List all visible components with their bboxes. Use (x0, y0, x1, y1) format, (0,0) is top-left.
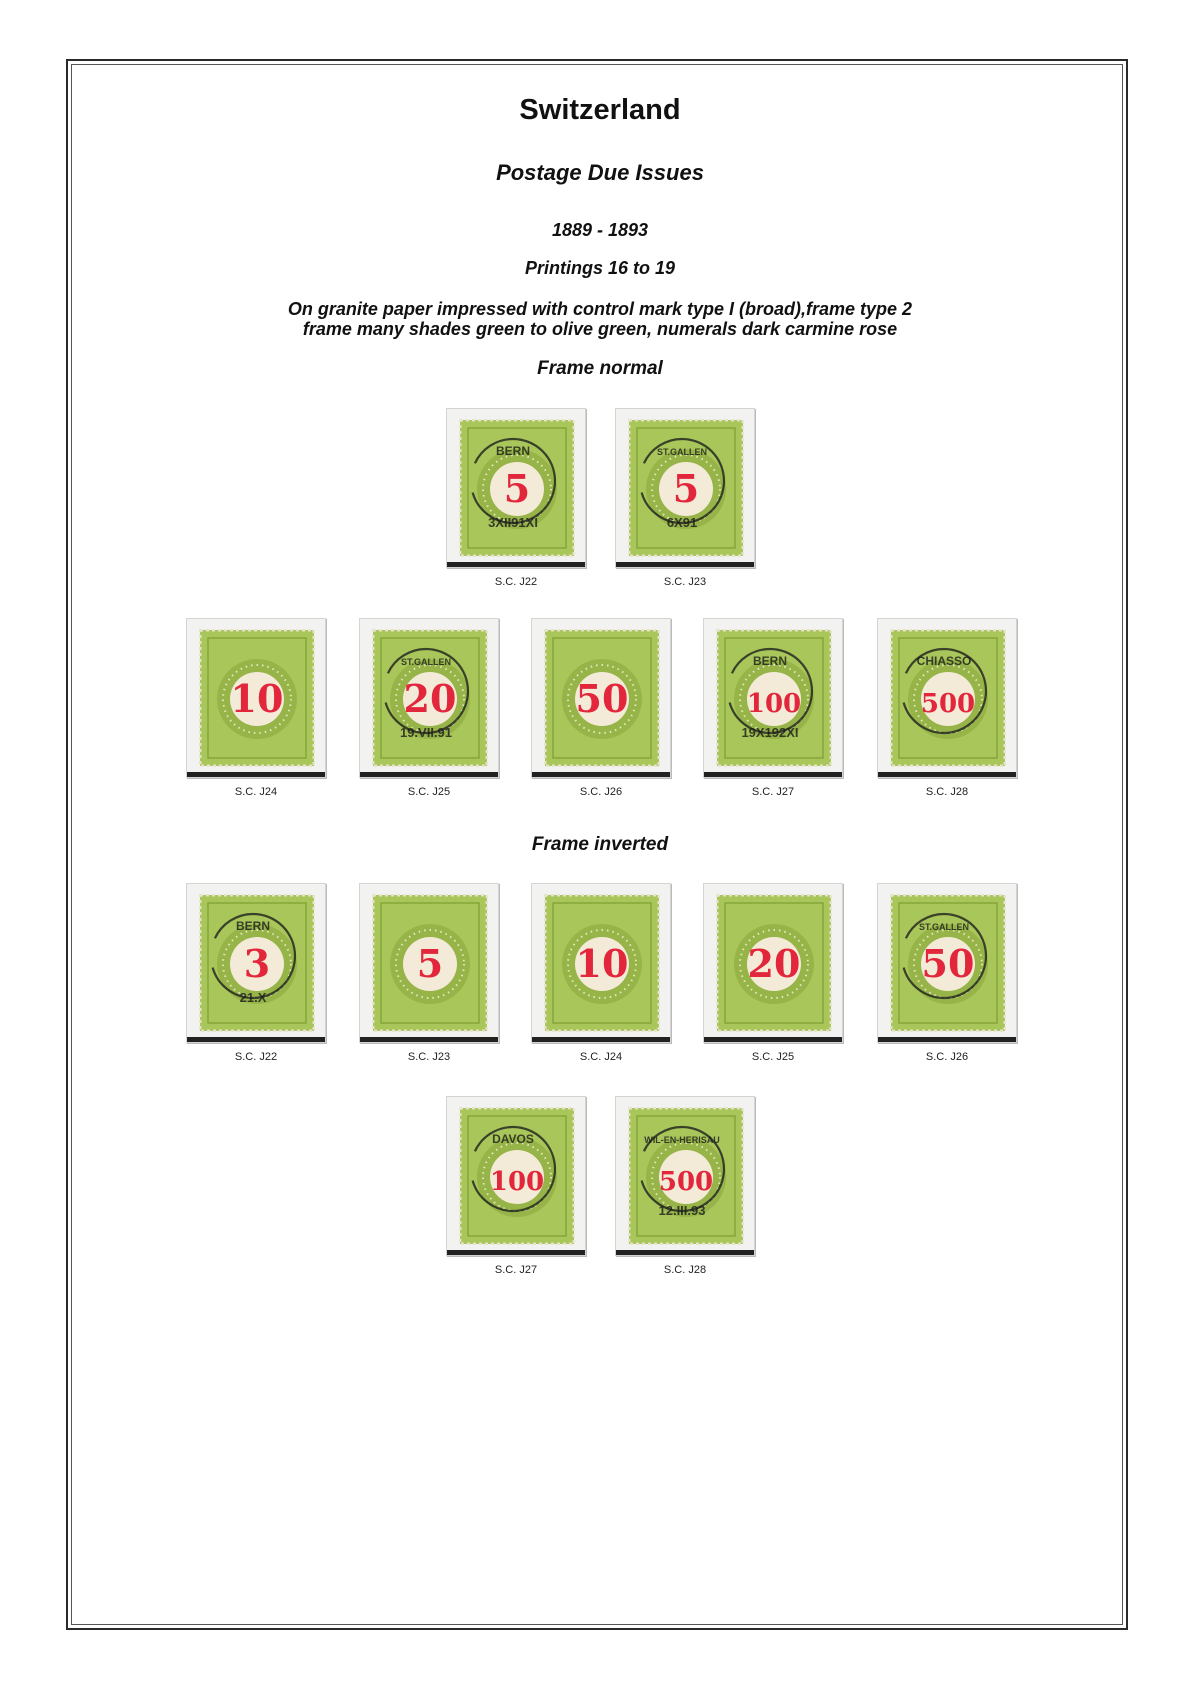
postage-due-stamp (716, 629, 832, 767)
stamp-mount (703, 618, 843, 778)
postmark-town: ST.GALLEN (400, 657, 452, 667)
stamp-value: 5 (416, 941, 444, 986)
postage-due-stamp (890, 894, 1006, 1032)
catalogue-number: S.C. J25 (407, 786, 451, 798)
mount-edge (187, 1037, 325, 1042)
stamp-mount (186, 618, 326, 778)
mount-edge (878, 772, 1016, 777)
postage-due-stamp (459, 1107, 575, 1245)
catalogue-number: S.C. J25 (751, 1051, 795, 1063)
postmark-town: WIL-EN-HERISAU (644, 1135, 720, 1145)
stamp-mount (186, 883, 326, 1043)
mount-edge (447, 562, 585, 567)
mount-edge (360, 772, 498, 777)
catalogue-number: S.C. J28 (663, 1264, 707, 1276)
mount-edge (360, 1037, 498, 1042)
mount-edge (704, 772, 842, 777)
postage-due-stamp (199, 894, 315, 1032)
stamp-mount (615, 1096, 755, 1256)
postage-due-stamp (544, 629, 660, 767)
postage-due-stamp (890, 629, 1006, 767)
stamp-value: 20 (403, 676, 457, 721)
stamp-value: 3 (243, 941, 271, 986)
catalogue-number: S.C. J22 (234, 1051, 278, 1063)
stamp-mount (446, 1096, 586, 1256)
mount-edge (878, 1037, 1016, 1042)
description-line-1: On granite paper impressed with control mark type I (broad),frame type 2 (287, 299, 913, 319)
postage-due-stamp (628, 419, 744, 557)
postmark-date: 19.VII.91 (399, 725, 453, 740)
stamp-value: 50 (575, 676, 629, 721)
catalogue-number: S.C. J23 (663, 576, 707, 588)
postage-due-stamp (372, 894, 488, 1032)
catalogue-number: S.C. J28 (925, 786, 969, 798)
postage-due-stamp (716, 894, 832, 1032)
catalogue-number: S.C. J24 (234, 786, 278, 798)
postage-due-stamp (459, 419, 575, 557)
mount-edge (704, 1037, 842, 1042)
mount-edge (532, 772, 670, 777)
stamp-mount (877, 618, 1017, 778)
stamp-value: 100 (746, 689, 802, 719)
stamp-mount (531, 618, 671, 778)
postmark-date: 3XII91XI (488, 515, 538, 530)
postage-due-stamp (199, 629, 315, 767)
stamp-mount (359, 883, 499, 1043)
postmark-town: BERN (752, 654, 788, 668)
printings-note: Printings 16 to 19 (524, 258, 676, 278)
stamp-value: 10 (230, 676, 284, 721)
mount-edge (447, 1250, 585, 1255)
stamp-value: 5 (672, 466, 700, 511)
mount-edge (616, 562, 754, 567)
description (0, 299, 1200, 339)
postmark-date: 19X192XI (741, 725, 799, 740)
section-title-frame-normal: Frame normal (537, 358, 663, 379)
catalogue-number: S.C. J27 (751, 786, 795, 798)
postmark-town: DAVOS (492, 1132, 534, 1146)
stamp-mount (703, 883, 843, 1043)
catalogue-number: S.C. J26 (925, 1051, 969, 1063)
postmark-town: BERN (235, 919, 271, 933)
stamp-value: 500 (658, 1167, 714, 1197)
issue-dates: 1889 - 1893 (551, 220, 649, 240)
stamp-mount (359, 618, 499, 778)
stamp-mount (615, 408, 755, 568)
postage-due-stamp (372, 629, 488, 767)
catalogue-number: S.C. J24 (579, 1051, 623, 1063)
catalogue-number: S.C. J26 (579, 786, 623, 798)
mount-edge (187, 772, 325, 777)
stamp-mount (531, 883, 671, 1043)
section-title-frame-inverted: Frame inverted (531, 834, 669, 855)
description-line-2: frame many shades green to olive green, numerals dark carmine rose (302, 319, 898, 339)
postage-due-stamp (544, 894, 660, 1032)
stamp-mount (877, 883, 1017, 1043)
stamp-value: 50 (921, 941, 975, 986)
stamp-value: 100 (489, 1167, 545, 1197)
postmark-date: 21.X (239, 990, 267, 1005)
stamp-value: 20 (747, 941, 801, 986)
postage-due-stamp (628, 1107, 744, 1245)
catalogue-number: S.C. J22 (494, 576, 538, 588)
postmark-town: ST.GALLEN (656, 447, 708, 457)
stamp-value: 10 (575, 941, 629, 986)
postmark-date: 12.III.93 (658, 1203, 706, 1218)
stamp-value: 500 (920, 689, 976, 719)
catalogue-number: S.C. J27 (494, 1264, 538, 1276)
mount-edge (616, 1250, 754, 1255)
postmark-town: BERN (495, 444, 531, 458)
page-title: Switzerland (519, 94, 681, 126)
mount-edge (532, 1037, 670, 1042)
stamp-value: 5 (503, 466, 531, 511)
postmark-date: 6X91 (666, 515, 698, 530)
catalogue-number: S.C. J23 (407, 1051, 451, 1063)
stamp-mount (446, 408, 586, 568)
postmark-town: CHIASSO (916, 654, 972, 668)
page-subtitle: Postage Due Issues (496, 160, 704, 185)
postmark-town: ST.GALLEN (918, 922, 970, 932)
